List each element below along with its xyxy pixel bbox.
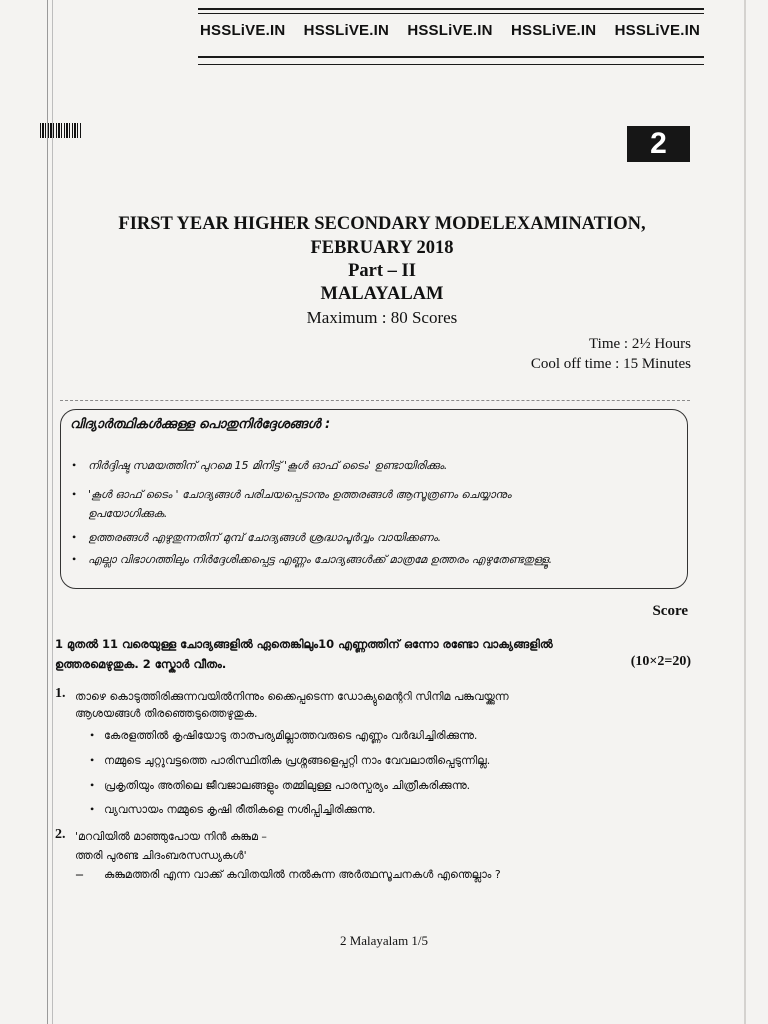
- cool-off-time: Cool off time : 15 Minutes: [530, 356, 691, 372]
- answer-option: പ്രകൃതിയും അതിലെ ജീവജാലങ്ങളും തമ്മിലുള്ള പാരസ്പര്യം ചിത്രീകരിക്കുന്നു.: [104, 779, 471, 792]
- left-margin-line-inner: [52, 0, 53, 1024]
- bullet-icon: •: [90, 802, 95, 816]
- instruction-item: നിർദ്ദിഷ്ട സമയത്തിന് പുറമെ 15 മിനിട്ട് 'കൂൾ ഓഫ് ടൈം' ഉണ്ടായിരിക്കും.: [88, 459, 448, 472]
- max-score: Maximum : 80 Scores: [306, 308, 458, 327]
- exam-time: Time : 2½ Hours: [589, 336, 691, 352]
- instructions-heading: വിദ്യാർത്ഥികൾക്കുള്ള പൊതുനിർദ്ദേശങ്ങൾ :: [70, 417, 331, 432]
- question-text: കുങ്കുമത്തരി എന്ന വാക്ക് കവിതയിൽ നൽകുന്ന അർത്ഥസൂചനകൾ എന്തെല്ലാം ?: [104, 868, 501, 881]
- banner-top-rule: [198, 8, 704, 10]
- bullet-icon: •: [72, 458, 77, 472]
- instruction-item: എല്ലാ വിഭാഗത്തിലും നിർദ്ദേശിക്കപ്പെട്ട എണ്ണം ചോദ്യങ്ങൾക്ക് മാത്രമേ ഉത്തരം എഴുതേണ്ടതുള്ളൂ.: [88, 553, 553, 566]
- exam-part: Part – II: [348, 261, 416, 281]
- barcode-icon: [40, 123, 82, 138]
- exam-subject: MALAYALAM: [320, 284, 444, 304]
- question-number: 2.: [55, 827, 66, 842]
- page-right-edge: [744, 0, 746, 1024]
- instruction-item: 'കൂൾ ഓഫ് ടൈം ' ചോദ്യങ്ങൾ പരിചയപ്പെടാനും ഉത്തരങ്ങൾ ആസൂത്രണം ചെയ്യാനും ഉപയോഗിക്കുക.: [88, 488, 512, 520]
- divider: [60, 400, 690, 401]
- section-instruction: 1 മുതൽ 11 വരെയുള്ള ചോദ്യങ്ങളിൽ ഏതെങ്കിലും10 എണ്ണത്തിന് ഒന്നോ രണ്ടോ വാക്യങ്ങളിൽ: [55, 637, 553, 651]
- banner-item: HSSLiVE.IN: [303, 22, 390, 39]
- exam-date: FEBRUARY 2018: [310, 238, 454, 258]
- bullet-icon: •: [72, 530, 77, 544]
- answer-option: വ്യവസായം നമ്മുടെ കൃഷി രീതികളെ നശിപ്പിച്ചിരിക്കുന്നു.: [104, 803, 376, 816]
- watermark-banner: [200, 22, 700, 39]
- section-marks: (10×2=20): [630, 654, 691, 669]
- banner-top-rule-thin: [198, 13, 704, 14]
- bullet-icon: •: [90, 778, 95, 792]
- dash-marker: –: [76, 867, 83, 882]
- bullet-icon: •: [72, 487, 77, 501]
- poem-line: ത്തരി പുരണ്ട ചിദംബരസന്ധ്യകൾ': [75, 849, 247, 862]
- bullet-icon: •: [72, 552, 77, 566]
- left-margin-line: [47, 0, 48, 1024]
- bullet-icon: •: [90, 753, 95, 767]
- answer-option: നമ്മുടെ ചുറ്റുവട്ടത്തെ പാരിസ്ഥിതിക പ്രശ്നങ്ങളെപ്പറ്റി നാം വേവലാതിപ്പെടുന്നില്ല.: [104, 754, 491, 767]
- banner-item: HSSLiVE.IN: [200, 22, 286, 39]
- banner-bottom-rule-thin: [198, 64, 704, 65]
- banner-item: HSSLiVE.IN: [510, 22, 597, 39]
- bullet-icon: •: [90, 728, 95, 742]
- section-instruction-cont: ഉത്തരമെഴുതുക. 2 സ്കോർ വീതം.: [55, 657, 227, 671]
- question-code-badge: 2: [627, 126, 690, 162]
- answer-option: കേരളത്തിൽ കൃഷിയോടു താത്പര്യമില്ലാത്തവരുടെ എണ്ണം വർദ്ധിച്ചിരിക്കുന്നു.: [104, 729, 478, 742]
- poem-line: 'മറവിയിൽ മാഞ്ഞുപോയ നിൻ കുങ്കുമ –: [75, 830, 267, 843]
- question-number: 1.: [55, 686, 66, 701]
- banner-item: HSSLiVE.IN: [614, 22, 700, 39]
- question-text: താഴെ കൊടുത്തിരിക്കുന്നവയിൽനിന്നും ക്കൈപ്പടെന്ന ഡോക്യുമെന്ററി സിനിമ പങ്കുവയ്ക്കുന്ന: [75, 690, 509, 703]
- question-text-cont: ആശയങ്ങൾ തിരഞ്ഞെടുത്തെഴുതുക.: [75, 707, 258, 720]
- score-column-label: Score: [652, 603, 688, 619]
- banner-item: HSSLiVE.IN: [407, 22, 493, 39]
- page-footer: 2 Malayalam 1/5: [339, 933, 429, 948]
- instruction-item: ഉത്തരങ്ങൾ എഴുതുന്നതിന് മുമ്പ് ചോദ്യങ്ങൾ ശ്രദ്ധാപൂർവ്വം വായിക്കണം.: [88, 531, 442, 544]
- banner-bottom-rule: [198, 56, 704, 58]
- exam-title: FIRST YEAR HIGHER SECONDARY MODELEXAMINATION,: [118, 214, 646, 234]
